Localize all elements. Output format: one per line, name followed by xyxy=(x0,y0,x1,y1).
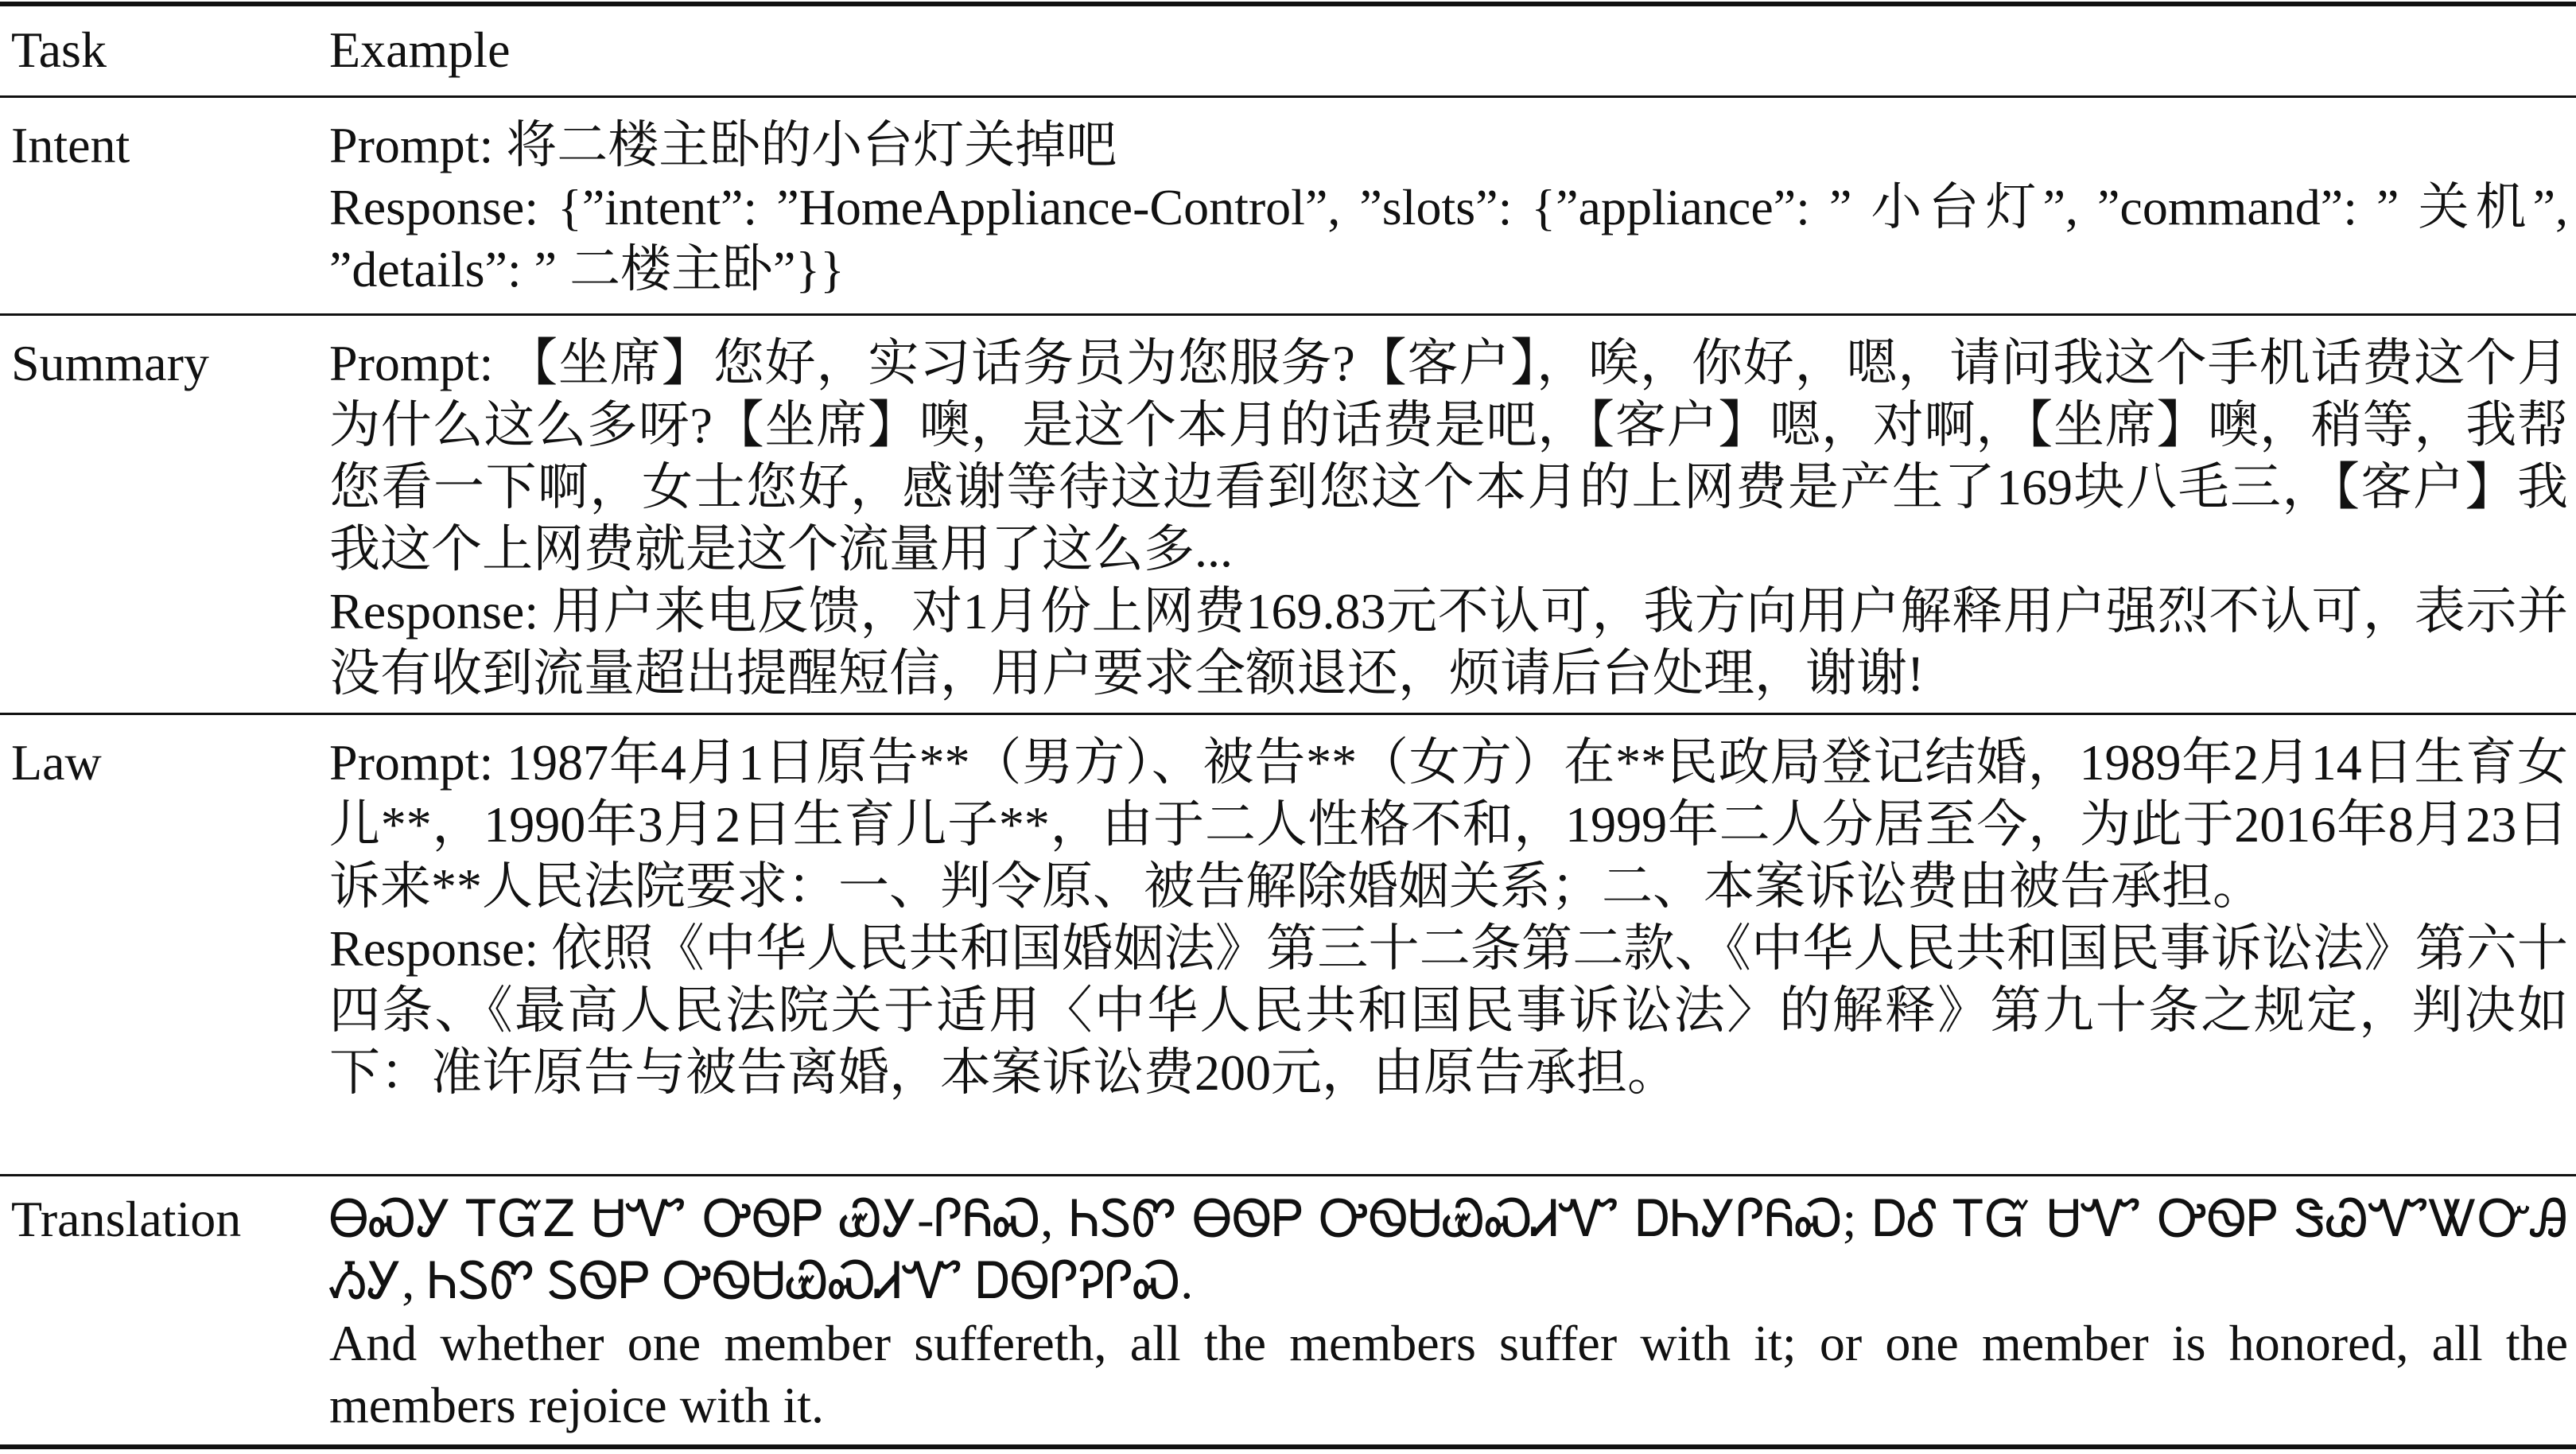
row-intent-task: Intent xyxy=(11,117,130,173)
row-translation-task: Translation xyxy=(11,1191,242,1247)
bottom-rule xyxy=(0,1444,2576,1449)
row-rule xyxy=(0,1174,2576,1176)
row-law-task: Law xyxy=(11,734,102,791)
row-law-example xyxy=(329,732,2568,1104)
row-intent-prompt: Prompt: 将二楼主卧的小台灯关掉吧 xyxy=(329,117,1117,173)
row-translation-target: And whether one member suffereth, all the members suffer with it; or one member is honored, all the members rejoice with it. xyxy=(329,1315,2568,1433)
top-rule xyxy=(0,2,2576,6)
row-summary-task: Summary xyxy=(11,335,209,391)
row-summary-example xyxy=(329,332,2568,705)
row-rule xyxy=(0,713,2576,715)
row-translation-source: ᎾᏍᎩ ᎢᏳᏃ ᏌᏉ ᎤᏫᏢ ᏯᎩ-ᎵᏲᏍ, ᏂᏚᏛ ᎾᏫᏢ ᎤᏫᏌᏯᏍᏗᏉ ᎠᏂᎩᎵᏲᏍ; ᎠᎴ ᎢᏳ ᏌᏉ ᎤᏫᏢ ᏕᏊᏉᏔᏅᎯ ᏱᎩ, ᏂᏚᏛ ᏚᏫᏢ ᎤᏫᏌᏯᏍᏗᏉ ᎠᏫᎵᎮᎵᏍ. xyxy=(329,1191,2568,1309)
row-intent-example xyxy=(329,115,2568,301)
row-intent-response: Response: {”intent”: ”HomeAppliance-Control”, ”slots”: {”appliance”: ” 小台灯”, ”command”: ” 关机”, ”details”: ” 二楼主卧”}} xyxy=(329,179,2568,297)
row-translation-example xyxy=(329,1188,2568,1437)
row-law-response: Response: 依照《中华人民共和国婚姻法》第三十二条第二款、《中华人民共和国民事诉讼法》第六十四条、《最高人民法院关于适用〈中华人民共和国民事诉讼法〉的解释》第九十条之规定，判决如下：准许原告与被告离婚，本案诉讼费200元，由原告承担。 xyxy=(329,920,2568,1101)
header-rule xyxy=(0,95,2576,98)
row-summary-prompt: Prompt: 【坐席】您好，实习话务员为您服务?【客户】，唉，你好，嗯，请问我这个手机话费这个月为什么这么多呀?【坐席】噢，是这个本月的话费是吧，【客户】嗯，对啊，【坐席】噢，稍等，我帮您看一下啊，女士您好，感谢等待这边看到您这个本月的上网费是产生了169块八毛三，【客户】我我这个上网费就是这个流量用了这么多... xyxy=(329,335,2568,577)
row-law-prompt: Prompt: 1987年4月1日原告**（男方）、被告**（女方）在**民政局登记结婚，1989年2月14日生育女儿**，1990年3月2日生育儿子**，由于二人性格不和，1999年二人分居至今，为此于2016年8月23日诉来**人民法院要求：一、判令原、被告解除婚姻关系；二、本案诉讼费由被告承担。 xyxy=(329,734,2568,915)
row-rule xyxy=(0,313,2576,316)
header-example: Example xyxy=(329,21,511,78)
row-summary-response: Response: 用户来电反馈，对1月份上网费169.83元不认可，我方向用户解释用户强烈不认可，表示并没有收到流量超出提醒短信，用户要求全额退还，烦请后台处理，谢谢! xyxy=(329,583,2568,702)
header-task: Task xyxy=(11,21,107,78)
